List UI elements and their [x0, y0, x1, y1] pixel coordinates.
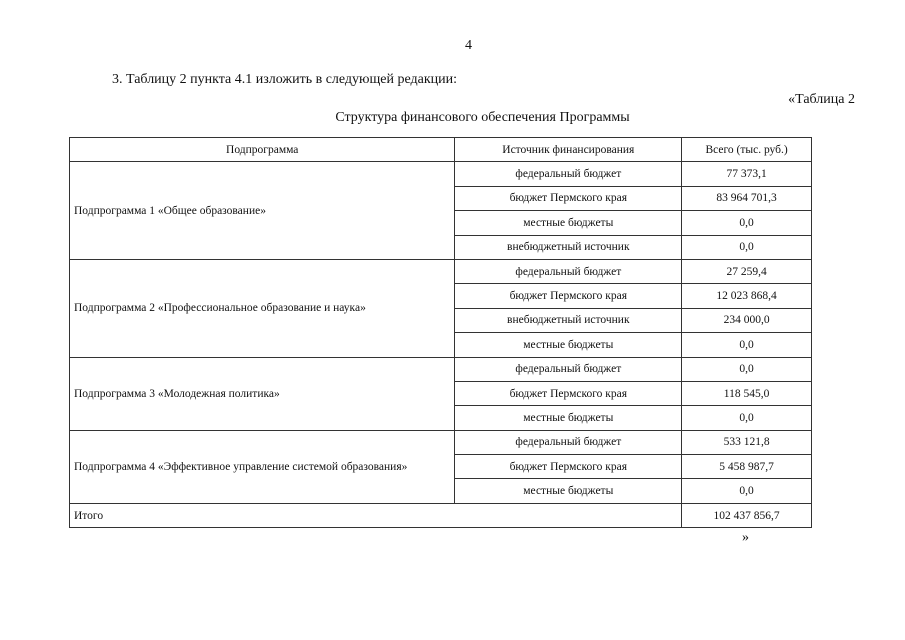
funding-source: местные бюджеты: [455, 479, 682, 503]
total-label: Итого: [70, 503, 682, 527]
table-row: [70, 259, 812, 283]
table-header-row: [70, 138, 812, 162]
financing-table: [69, 137, 812, 528]
header-total: Всего (тыс. руб.): [682, 138, 812, 162]
table-title: Структура финансового обеспечения Программы: [335, 110, 630, 125]
funding-source: бюджет Пермского края: [455, 455, 682, 479]
funding-amount: 234 000,0: [682, 308, 812, 332]
funding-source: федеральный бюджет: [455, 357, 682, 381]
table-row: [70, 162, 812, 186]
funding-amount: 0,0: [682, 406, 812, 430]
funding-amount: 0,0: [682, 479, 812, 503]
closing-quote: »: [742, 530, 749, 545]
header-source: Источник финансирования: [455, 138, 682, 162]
funding-source: внебюджетный источник: [455, 308, 682, 332]
funding-source: местные бюджеты: [455, 406, 682, 430]
funding-source: федеральный бюджет: [455, 162, 682, 186]
funding-source: местные бюджеты: [455, 333, 682, 357]
total-row: [70, 503, 812, 527]
subprogram-name: Подпрограмма 1 «Общее образование»: [70, 162, 455, 260]
funding-amount: 5 458 987,7: [682, 455, 812, 479]
funding-source: федеральный бюджет: [455, 259, 682, 283]
funding-amount: 0,0: [682, 357, 812, 381]
funding-source: бюджет Пермского края: [455, 186, 682, 210]
funding-amount: 0,0: [682, 211, 812, 235]
funding-amount: 533 121,8: [682, 430, 812, 454]
funding-source: федеральный бюджет: [455, 430, 682, 454]
funding-source: бюджет Пермского края: [455, 381, 682, 405]
funding-amount: 12 023 868,4: [682, 284, 812, 308]
funding-amount: 77 373,1: [682, 162, 812, 186]
funding-amount: 83 964 701,3: [682, 186, 812, 210]
funding-amount: 0,0: [682, 333, 812, 357]
header-subprogram: Подпрограмма: [70, 138, 455, 162]
funding-amount: 0,0: [682, 235, 812, 259]
funding-source: внебюджетный источник: [455, 235, 682, 259]
funding-source: бюджет Пермского края: [455, 284, 682, 308]
subprogram-name: Подпрограмма 2 «Профессиональное образование и наука»: [70, 259, 455, 357]
subprogram-name: Подпрограмма 3 «Молодежная политика»: [70, 357, 455, 430]
table-row: [70, 430, 812, 454]
funding-amount: 27 259,4: [682, 259, 812, 283]
subprogram-name: Подпрограмма 4 «Эффективное управление системой образования»: [70, 430, 455, 503]
funding-amount: 118 545,0: [682, 381, 812, 405]
table-row: [70, 357, 812, 381]
table-reference: «Таблица 2: [788, 92, 855, 107]
total-amount: 102 437 856,7: [682, 503, 812, 527]
funding-source: местные бюджеты: [455, 211, 682, 235]
page-number: 4: [465, 38, 472, 53]
instruction-text: 3. Таблицу 2 пункта 4.1 изложить в следующей редакции:: [112, 72, 458, 87]
